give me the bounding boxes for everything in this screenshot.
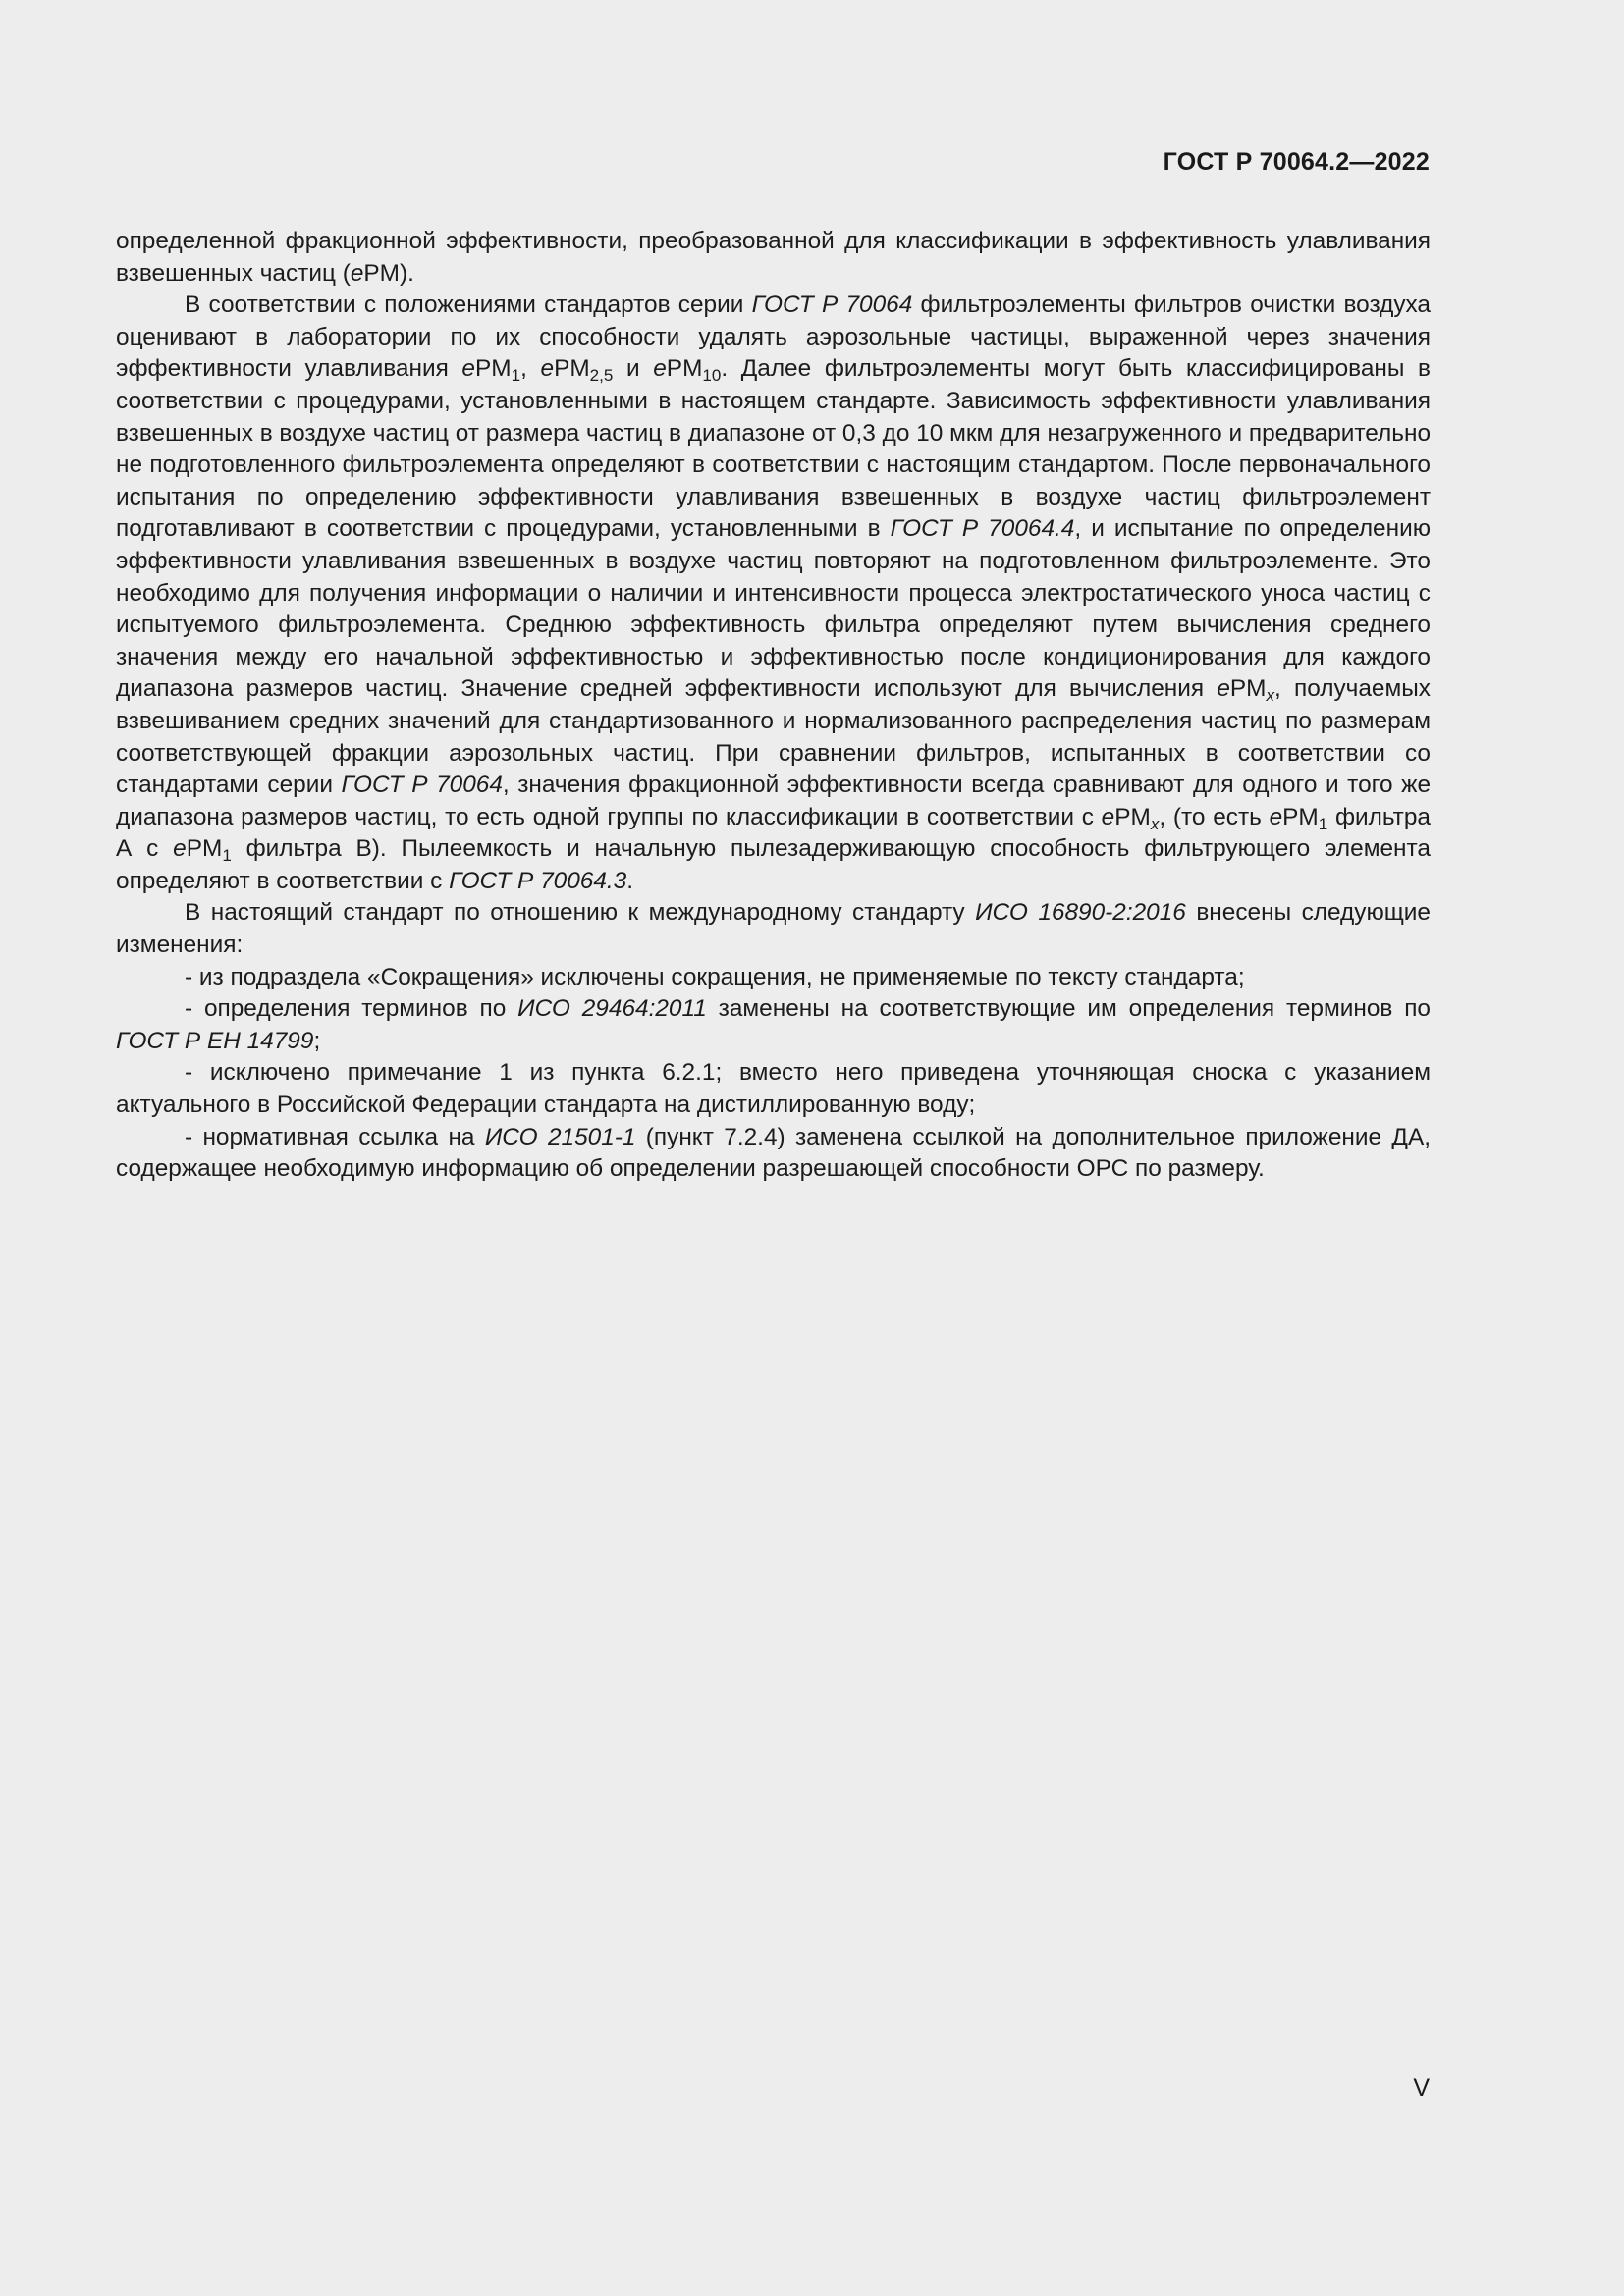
list-item-change: - определения терминов по ИСО 29464:2011 заменены на соответствующие им определения терминов по ГОСТ Р ЕН 14799;	[116, 995, 1431, 1054]
standard-reference: ИСО 21501-1	[484, 1123, 636, 1150]
page-number: V	[1413, 2074, 1430, 2102]
standard-reference: ИСО 29464:2011	[517, 995, 707, 1023]
standard-reference: ГОСТ Р ЕН 14799	[116, 1027, 314, 1054]
standard-reference: ГОСТ Р 70064	[751, 292, 913, 319]
paragraph-changes-intro: В настоящий стандарт по отношению к международному стандарту ИСО 16890-2:2016 внесены следующие изменения:	[116, 899, 1431, 959]
standard-reference: ГОСТ Р 70064	[341, 772, 503, 799]
list-item-change: - из подраздела «Сокращения» исключены сокращения, не применяемые по тексту стандарта;	[185, 963, 1245, 990]
document-body	[116, 226, 1431, 1186]
document-code-header: ГОСТ Р 70064.2—2022	[1163, 148, 1430, 176]
list-item-change: - нормативная ссылка на ИСО 21501-1 (пункт 7.2.4) заменена ссылкой на дополнительное приложение ДА, содержащее необходимую информацию об определении разрешающей способности ОРС по размеру.	[116, 1123, 1431, 1183]
standard-reference: ГОСТ Р 70064.3	[449, 867, 627, 894]
paragraph-intro-continuation: определенной фракционной эффективности, преобразованной для классификации в эффективность улавливания взвешенных частиц (ePM).	[116, 228, 1431, 287]
standard-reference: ИСО 16890-2:2016	[975, 899, 1186, 927]
paragraph-testing-methodology: В соответствии с положениями стандартов серии ГОСТ Р 70064 фильтроэлементы фильтров очистки воздуха оценивают в лаборатории по их способности удалять аэрозольные частицы, выраженной через значения эффективности улавливания ePM$_1$, ePM$_{2,5}$ и ePM$_{10}$. Далее фильтроэлементы могут быть классифицированы в соответствии с процедурами, установленными в настоящем стандарте. Зависимость эффективности улавливания взвешенных в воздухе частиц от размера частиц в диапазоне от 0,3 до 10 мкм для незагруженного и предварительно не подготовленного фильтроэлемента определяют в соответствии с настоящим стандартом. После первоначального испытания по определению эффективности улавливания взвешенных в воздухе частиц фильтроэлемент подготавливают в соответствии с процедурами, установленными в ГОСТ Р 70064.4, и испытание по определению эффективности улавливания взвешенных в воздухе частиц повторяют на подготовленном фильтроэлементе. Это необходимо для получения информации о наличии и интенсивности процесса электростатического уноса частиц с испытуемого фильтроэлемента. Среднюю эффективность фильтра определяют путем вычисления среднего значения между его начальной эффективностью и эффективностью после кондиционирования для каждого диапазона размеров частиц. Значение средней эффективности используют для вычисления ePM$_x$, получаемых взвешиванием средних значений для стандартизованного и нормализованного распределения частиц по размерам соответствующей фракции аэрозольных частиц. При сравнении фильтров, испытанных в соответствии со стандартами серии ГОСТ Р 70064, значения фракционной эффективности всегда сравнивают для одного и того же диапазона размеров частиц, то есть одной группы по классификации в соответствии с ePM$_x$, (то есть ePM$_1$ фильтра А с ePM$_1$ фильтра В). Пылеемкость и начальную пылезадерживающую способность фильтрующего элемента определяют в соответствии с ГОСТ Р 70064.3.	[116, 292, 1432, 894]
list-item-change: - исключено примечание 1 из пункта 6.2.1; вместо него приведена уточняющая сноска с указанием актуального в Российской Федерации стандарта на дистиллированную воду;	[116, 1059, 1431, 1119]
standard-reference: ГОСТ Р 70064.4	[890, 515, 1075, 543]
